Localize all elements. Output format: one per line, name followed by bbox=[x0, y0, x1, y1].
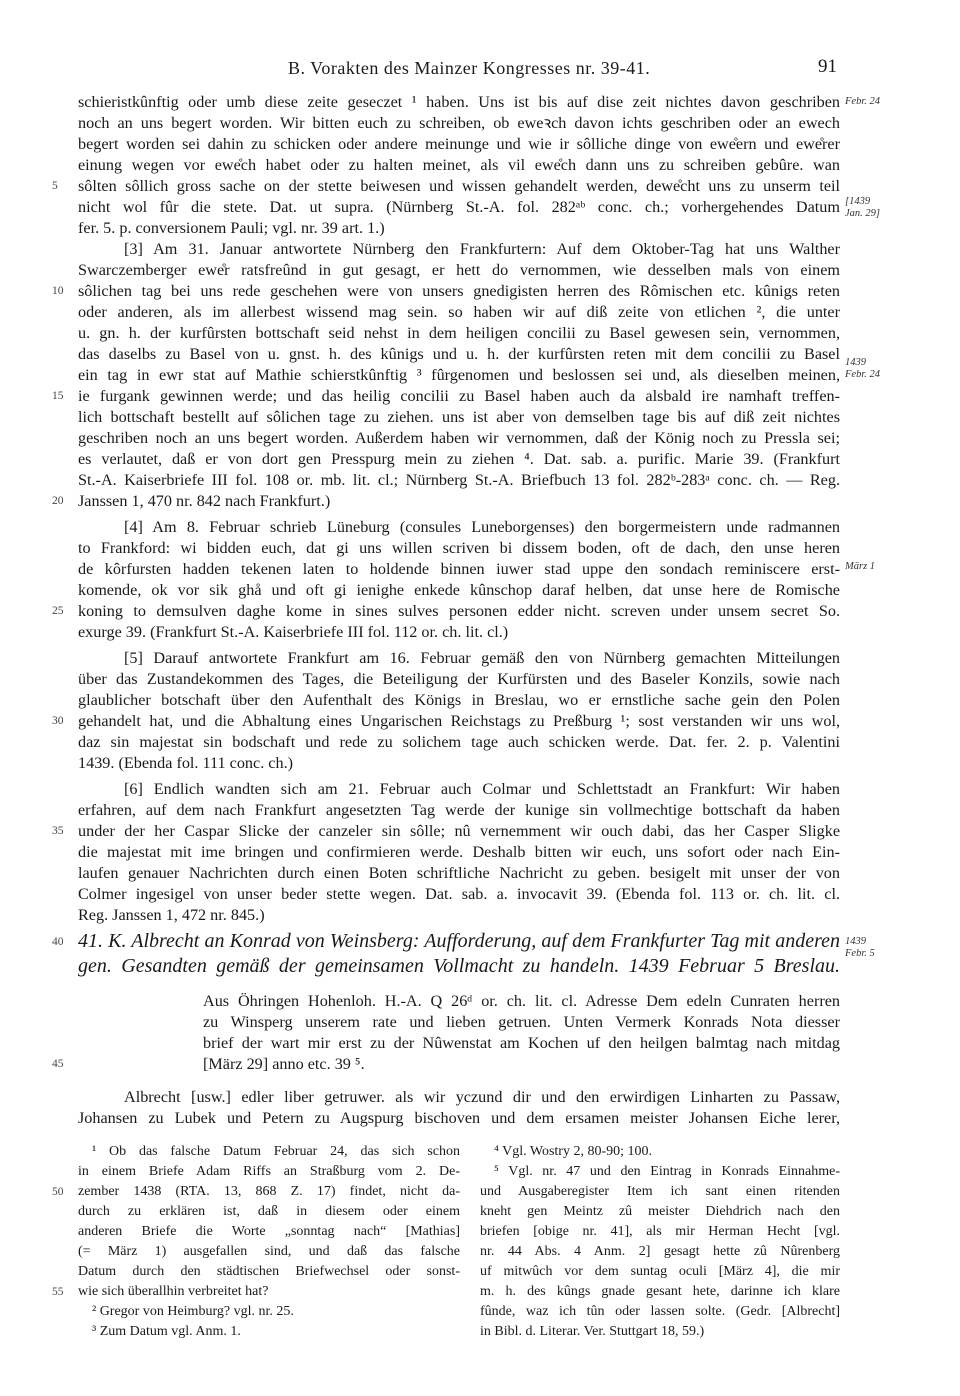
source-note-line: Aus Öhringen Hohenloh. H.-A. Q 26ᵈ or. ch. lit. cl. Adresse Dem edeln Cunraten herren bbox=[203, 992, 840, 1010]
margin-date-note: Febr. 24 bbox=[845, 96, 880, 107]
text-line: Swarczemberger ewe̊r ratsfreûnd in gut gesagt, er hett do vernommen, wie desselben mals von einem bbox=[78, 261, 840, 279]
margin-date-note: 1439 Febr. 5 bbox=[845, 936, 875, 959]
text-line: über das Zustandekommen des Tages, die Beteiligung der Kurfürsten und des Baseler Konzils, sowie nach bbox=[78, 670, 840, 688]
text-line: St.-A. Kaiserbriefe III fol. 108 or. mb. lit. cl.; Nürnberg St.-A. Briefbuch 13 fol. 282ᵇ-283ᵃ conc. ch. — Reg. bbox=[78, 471, 840, 489]
footnote-line: zember 1438 (RTA. 13, 868 Z. 17) findet, nicht da- bbox=[78, 1184, 460, 1199]
text-line: das daselbs zu Basel von u. gnst. h. des kûnigs und u. h. der kurfûrsten reten mit dem concilii zu Basel bbox=[78, 345, 840, 363]
text-line: to Frankford: wi bidden euch, dat gi uns willen scriven bi dissem boden, oft de dach, den unse heren bbox=[78, 539, 840, 557]
line-number: 10 bbox=[52, 285, 64, 297]
footnote-line: in Bibl. d. Literar. Ver. Stuttgart 18, 59.) bbox=[480, 1324, 705, 1339]
footnote-line: in einem Briefe Adam Riffs an Straßburg vom 2. De- bbox=[78, 1164, 460, 1179]
source-note-line: brief der wart mir erst zu der Nûwenstat am Kochen uf den heilgen balmtag nach mitdag bbox=[203, 1034, 840, 1052]
text-line: koning to demsulven daghe kome in sines sulves personen edder nicht. screven under unsem secret So. bbox=[78, 602, 840, 620]
text-line: noch an uns begert worden. Wir bitten euch zu schreiben, ob eweꝛch davon ichts geschriben oder an ewech bbox=[78, 114, 840, 132]
footnote-line: m. h. des kûngs gnade gesant hete, darinne ich klare bbox=[480, 1284, 840, 1299]
text-line: fer. 5. p. conversionem Pauli; vgl. nr. 39 art. 1.) bbox=[78, 219, 385, 237]
line-number: 5 bbox=[52, 180, 58, 192]
footnote-line: ² Gregor von Heimburg? vgl. nr. 25. bbox=[92, 1304, 294, 1319]
letter-text-line: Albrecht [usw.] edler liber getruwer. als wir yczund dir und den erwirdigen Linharten zu Passaw, bbox=[124, 1088, 840, 1106]
text-line: laufen genauer Nachrichten durch einen Boten schriftliche Nachricht zu geben. besigelt mit unser der von bbox=[78, 864, 840, 882]
line-number: 35 bbox=[52, 825, 64, 837]
document-41-title: gen. Gesandten gemäß der gemeinsamen Vollmacht zu handeln. 1439 Februar 5 Breslau. bbox=[78, 955, 840, 977]
text-line: die majestat mit ime bringen und confirmieren werde. Deshalb bitten wir euch, uns sofort oder nach Ein- bbox=[78, 843, 840, 861]
text-line: glaublicher botschaft über den Aufenthalt des Königs in Breslau, wo er ernstliche sache gein den Polen bbox=[78, 691, 840, 709]
text-line: geschriben noch an uns begert worden. Außerdem haben wir vernommen, daß der König noch zu Pressla sei; bbox=[78, 429, 840, 447]
text-line: oder anderen, als im allerbest wissend mag sein. so haben wir auf diß zeite von etlichen ², die unter bbox=[78, 303, 840, 321]
page-number: 91 bbox=[818, 56, 837, 77]
text-line: sôlten sôllich gross sache on der stette beiwesen und wissen gehandelt werden, dewe̊cht uns zu unserm teil bbox=[78, 177, 840, 195]
text-line: komende, ok vor sik ghå und oft gi ienighe enkede kûnschop daraf helben, dat unse here de Romische bbox=[78, 581, 840, 599]
text-line: u. gn. h. der kurfûrsten bottschaft seid nehst in dem heiligen concilii zu Basel gewesen sein, vernommen, bbox=[78, 324, 840, 342]
text-line: Reg. Janssen 1, 472 nr. 845.) bbox=[78, 906, 265, 924]
footnote-line: fûnde, waz ich tûn oder lassen solte. (Gedr. [Albrecht] bbox=[480, 1304, 840, 1319]
footnote-line: kneht gen Meintz zû meister Diehdrich nach den bbox=[480, 1204, 840, 1219]
running-title: B. Vorakten des Mainzer Kongresses nr. 39-41. bbox=[288, 58, 651, 78]
line-number: 40 bbox=[52, 936, 64, 948]
text-line: [6] Endlich wandten sich am 21. Februar auch Colmar und Schlettstadt an Frankfurt: Wir haben bbox=[124, 780, 840, 798]
document-41-title: 41. K. Albrecht an Konrad von Weinsberg: Aufforderung, auf dem Frankfurter Tag mit anderen bbox=[78, 930, 840, 952]
text-line: nicht wol fûr die stete. Dat. ut supra. (Nürnberg St.-A. fol. 282ᵃᵇ conc. ch.; vorhergehendes Datum bbox=[78, 198, 840, 216]
line-number: 55 bbox=[52, 1286, 64, 1298]
text-line: [3] Am 31. Januar antwortete Nürnberg den Frankfurtern: Auf dem Oktober-Tag hat uns Walther bbox=[124, 240, 840, 258]
text-line: Janssen 1, 470 nr. 842 nach Frankfurt.) bbox=[78, 492, 331, 510]
text-line: ein tag in ewr stat auf Mathie schierstkûnftig ³ fûrgenomen und beslossen sei und, als dieselben meinen, bbox=[78, 366, 840, 384]
text-line: [4] Am 8. Februar schrieb Lüneburg (consules Luneborgenses) den borgermeistern unde radmannen bbox=[124, 518, 840, 536]
footnote-line: ³ Zum Datum vgl. Anm. 1. bbox=[92, 1324, 241, 1339]
text-line: exurge 39. (Frankfurt St.-A. Kaiserbriefe III fol. 112 or. ch. lit. cl.) bbox=[78, 623, 509, 641]
text-line: 1439. (Ebenda fol. 111 conc. ch.) bbox=[78, 754, 294, 772]
text-line: begert worden sei dahin zu schicken oder andere meinunge und wie ir sôlliche dinge von ewe̊ern und ewe̊rer bbox=[78, 135, 840, 153]
line-number: 25 bbox=[52, 605, 64, 617]
source-note-line: [März 29] anno etc. 39 ⁵. bbox=[203, 1055, 365, 1073]
text-line: de kôrfursten hadden tekenen laten to holdende binnen iuwer stad uppe den sondach reminiscere erst- bbox=[78, 560, 840, 578]
text-line: under der her Caspar Slicke der canzeler sin sôlle; nû vernemment wir ouch dabi, das her Casper Sligke bbox=[78, 822, 840, 840]
footnote-line: ⁵ Vgl. nr. 47 und den Eintrag in Konrads Einnahme- bbox=[494, 1164, 840, 1179]
footnote-line: (= März 1) ausgefallen sind, und daß das falsche bbox=[78, 1244, 460, 1259]
text-line: gehandelt hat, und die Abhaltung eines Ungarischen Reichstags zu Preßburg ¹; sost verstanden wir uns wol, bbox=[78, 712, 840, 730]
margin-date-note: 1439 Febr. 24 bbox=[845, 357, 880, 380]
text-line: schieristkûnftig oder umb diese zeite geseczet ¹ haben. Uns ist bis auf dise zeit nichtes davon geschriben bbox=[78, 93, 840, 111]
line-number: 20 bbox=[52, 495, 64, 507]
text-line: es verlautet, daß er von dort gen Presspurg mein zu ziehen ⁴. Dat. sab. a. purific. Marie 39. (Frankfurt bbox=[78, 450, 840, 468]
line-number: 30 bbox=[52, 715, 64, 727]
text-line: [5] Darauf antwortete Frankfurt am 16. Februar gemäß den von Nürnberg gemachten Mitteilungen bbox=[124, 649, 840, 667]
footnote-line: nr. 44 Abs. 4 Anm. 2] gesagt hette zû Nûrenberg bbox=[480, 1244, 840, 1259]
footnote-line: wie sich überallhin verbreitet hat? bbox=[78, 1284, 269, 1299]
line-number: 50 bbox=[52, 1186, 64, 1198]
footnote-line: ¹ Ob das falsche Datum Februar 24, das sich schon bbox=[92, 1144, 460, 1159]
line-number: 15 bbox=[52, 390, 64, 402]
letter-text-line: Johansen zu Lubek und Petern zu Augspurg bischoven und dem ersamen meister Johansen Eiche lerer, bbox=[78, 1109, 840, 1127]
margin-date-note: März 1 bbox=[845, 561, 876, 572]
footnote-line: uf mitwûch vor dem suntag oculi [März 4], die mir bbox=[480, 1264, 840, 1279]
text-line: erfahren, auf dem nach Frankfurt angesetzten Tag werde der kunige sin vollmechtige bottschaft da haben bbox=[78, 801, 840, 819]
text-line: ie furgank gewinnen werde; und das heilig concilii zu Basel haben auch da alsbald ire namhaft treffen- bbox=[78, 387, 840, 405]
footnote-line: und Ausgaberegister Item ich sant einen ritenden bbox=[480, 1184, 840, 1199]
text-line: daz sin majestat sin bodschaft und rede zu solichem tage auch schicken werde. Dat. fer. 2. p. Valentini bbox=[78, 733, 840, 751]
footnote-line: ⁴ Vgl. Wostry 2, 80-90; 100. bbox=[494, 1144, 653, 1159]
text-line: sôlichen tag bei uns rede geschehen were von unsers gnedigisten herren des Rômischen etc. kûnigs reten bbox=[78, 282, 840, 300]
line-number: 45 bbox=[52, 1058, 64, 1070]
footnote-line: durch zu erklären ist, daß in diesem oder einem bbox=[78, 1204, 460, 1219]
running-header bbox=[0, 58, 960, 82]
margin-date-note: [1439 Jan. 29] bbox=[845, 196, 880, 219]
source-note-line: zu Winsperg unserem rate und lieben getruen. Unten Vermerk Konrads Nota diesser bbox=[203, 1013, 840, 1031]
footnote-line: anderen Briefe die Worte „sonntag nach“ [Mathias] bbox=[78, 1224, 460, 1239]
text-line: Colmer ingesigel von unser beder stette wegen. Dat. sab. a. invocavit 39. (Ebenda fol. 113 or. ch. lit. cl. bbox=[78, 885, 840, 903]
footnote-line: Datum durch den städtischen Briefwechsel oder sonst- bbox=[78, 1264, 460, 1279]
footnote-line: briefen [obige nr. 41], als mir Herman Hecht [vgl. bbox=[480, 1224, 840, 1239]
text-line: einung wegen vor ewe̊ch habet oder zu halten meinet, als vil ewe̊ch dann uns zu schreiben gebûre. wan bbox=[78, 156, 840, 174]
text-line: lich bottschaft bestellt auf sôlichen tage zu ziehen. uns ist aber von demselben tage bis auf diß zeit nichtes bbox=[78, 408, 840, 426]
